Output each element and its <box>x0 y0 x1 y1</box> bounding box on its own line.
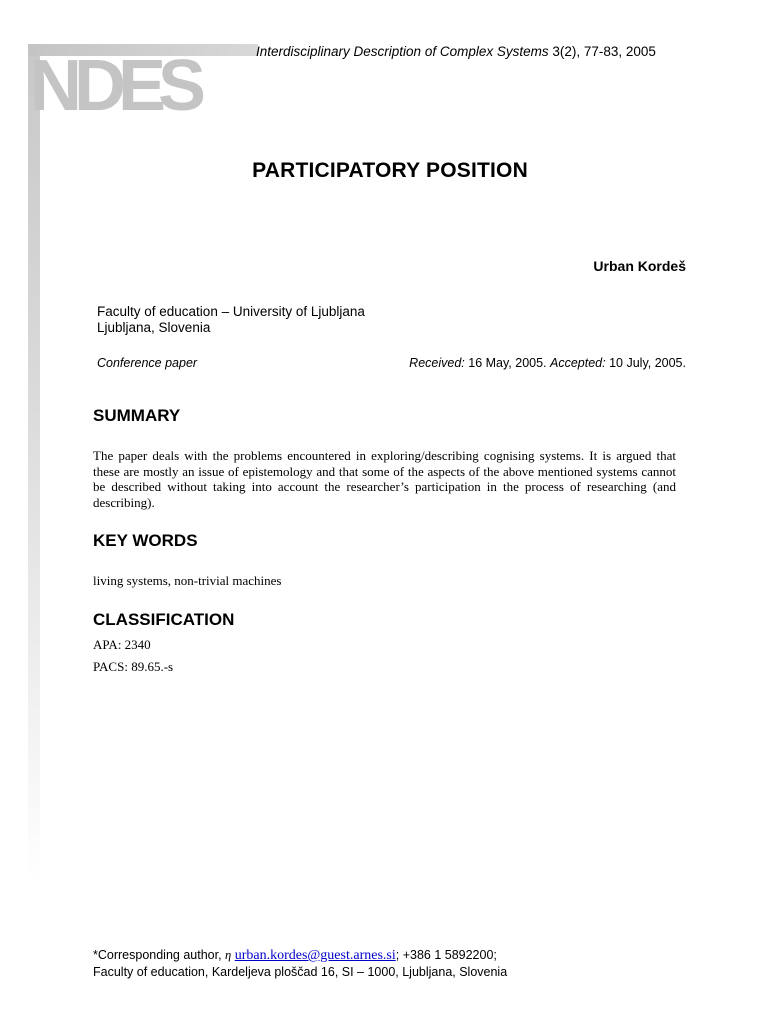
summary-text: The paper deals with the problems encountered in exploring/describing cognising systems. It is argued that these are mostly an issue of epistemology and that some of the aspects of the above mentioned systems cannot be described without taking into account the researcher’s participation in the process of researching (and describing). <box>93 448 676 510</box>
corresponding-prefix: *Corresponding author, <box>93 948 226 962</box>
received-date: 16 May, 2005. <box>464 356 551 370</box>
footnote-address: Faculty of education, Kardeljeva ploščad 16, SI – 1000, Ljubljana, Slovenia <box>93 965 508 979</box>
email-link[interactable]: urban.kordes@guest.arnes.si <box>234 948 396 963</box>
classification-apa: APA: 2340 <box>93 637 151 652</box>
received-label: Received: <box>409 356 465 370</box>
author-name: Urban Kordeš <box>593 258 686 274</box>
keywords-text: living systems, non-trivial machines <box>93 573 282 588</box>
classification-pacs: PACS: 89.65.-s <box>93 659 174 674</box>
keywords-heading: KEY WORDS <box>93 531 198 550</box>
affiliation <box>97 304 365 336</box>
affiliation-line-2: Ljubljana, Slovenia <box>97 320 211 335</box>
phone-number: ; +386 1 5892200; <box>395 948 497 962</box>
summary-heading: SUMMARY <box>93 406 181 425</box>
email-symbol: η <box>225 948 232 962</box>
journal-reference: 3(2), 77-83, 2005 <box>548 44 656 59</box>
journal-name: Interdisciplinary Description of Complex Systems <box>256 44 549 59</box>
paper-title: PARTICIPATORY POSITION <box>252 159 528 182</box>
accepted-date: 10 July, 2005. <box>605 356 686 370</box>
classification-heading: CLASSIFICATION <box>93 610 235 629</box>
affiliation-line-1: Faculty of education – University of Ljubljana <box>97 304 365 319</box>
journal-logo <box>28 44 218 116</box>
logo-lettering: NDES <box>30 46 199 116</box>
footnote-corresponding <box>93 948 497 964</box>
journal-citation <box>256 44 656 59</box>
paper-type: Conference paper <box>97 356 198 370</box>
accepted-label: Accepted: <box>550 356 606 370</box>
submission-dates <box>409 356 686 370</box>
